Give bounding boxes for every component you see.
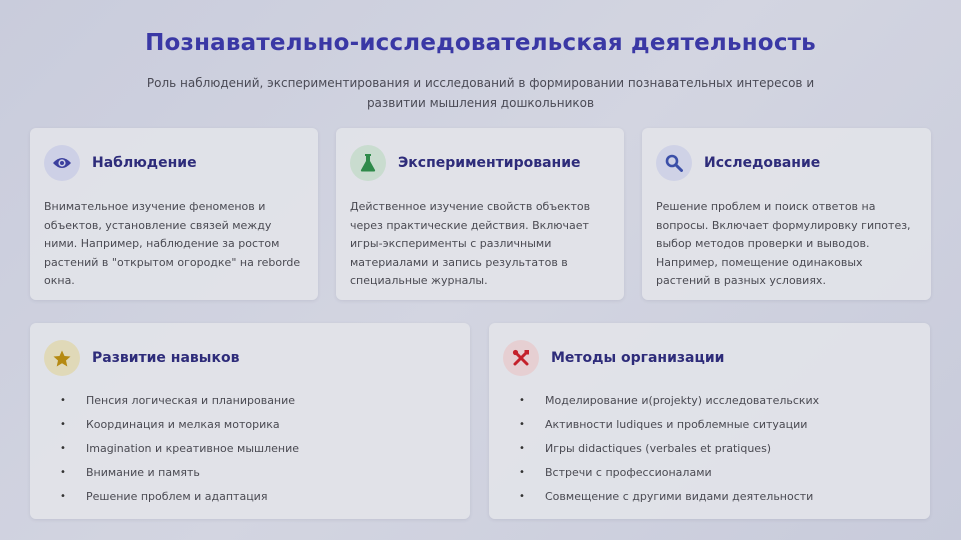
- card-text: Действенное изучение свойств объектов через практические действия. Включает игры-эксперименты с различными материалами и запись результатов в специальные журналы.: [350, 200, 591, 287]
- list-item: • Встречи с профессионалами: [519, 461, 916, 485]
- flask-icon: [350, 145, 386, 181]
- magnifier-icon: [656, 145, 692, 181]
- card-experimenting: [336, 128, 624, 300]
- list-item: • Внимание и память: [60, 461, 456, 485]
- list-item: • Активности ludiques и проблемные ситуации: [519, 413, 916, 437]
- list-item: • Координация и мелкая моторика: [60, 413, 456, 437]
- list-item: • Imagination и креативное мышление: [60, 437, 456, 461]
- card-methods: [489, 323, 930, 519]
- card-title: Экспериментирование: [398, 155, 581, 171]
- list-item: • Моделирование и(projekty) исследовательских: [519, 389, 916, 413]
- card-text: Решение проблем и поиск ответов на вопросы. Включает формулировку гипотез, выбор методов проверки и выводов. Например, помещение одинаковых растений в разных условиях.: [656, 200, 911, 287]
- list-item: • Игры didactiques (verbales et pratiques): [519, 437, 916, 461]
- page-title: Познавательно-исследовательская деятельность: [145, 30, 816, 56]
- tools-icon: [503, 340, 539, 376]
- list-item: • Совмещение с другими видами деятельности: [519, 485, 916, 509]
- page-subtitle: Роль наблюдений, экспериментирования и исследований в формировании познавательных интересов и развитии мышления дошкольников: [146, 76, 815, 110]
- card-title: Методы организации: [551, 350, 725, 366]
- card-title: Наблюдение: [92, 155, 197, 171]
- card-research: [642, 128, 931, 300]
- card-title: Исследование: [704, 155, 821, 171]
- list-item: • Решение проблем и адаптация: [60, 485, 456, 509]
- star-icon: [44, 340, 80, 376]
- card-observation: [30, 128, 318, 300]
- skills-list: [60, 389, 456, 509]
- card-text: Внимательное изучение феноменов и объектов, установление связей между ними. Например, наблюдение за ростом растений в "открытом огородке" на reborde окна.: [44, 200, 301, 287]
- list-item: • Пенсия логическая и планирование: [60, 389, 456, 413]
- card-skills: [30, 323, 470, 519]
- card-title: Развитие навыков: [92, 350, 240, 366]
- methods-list: [519, 389, 916, 509]
- eye-icon: [44, 145, 80, 181]
